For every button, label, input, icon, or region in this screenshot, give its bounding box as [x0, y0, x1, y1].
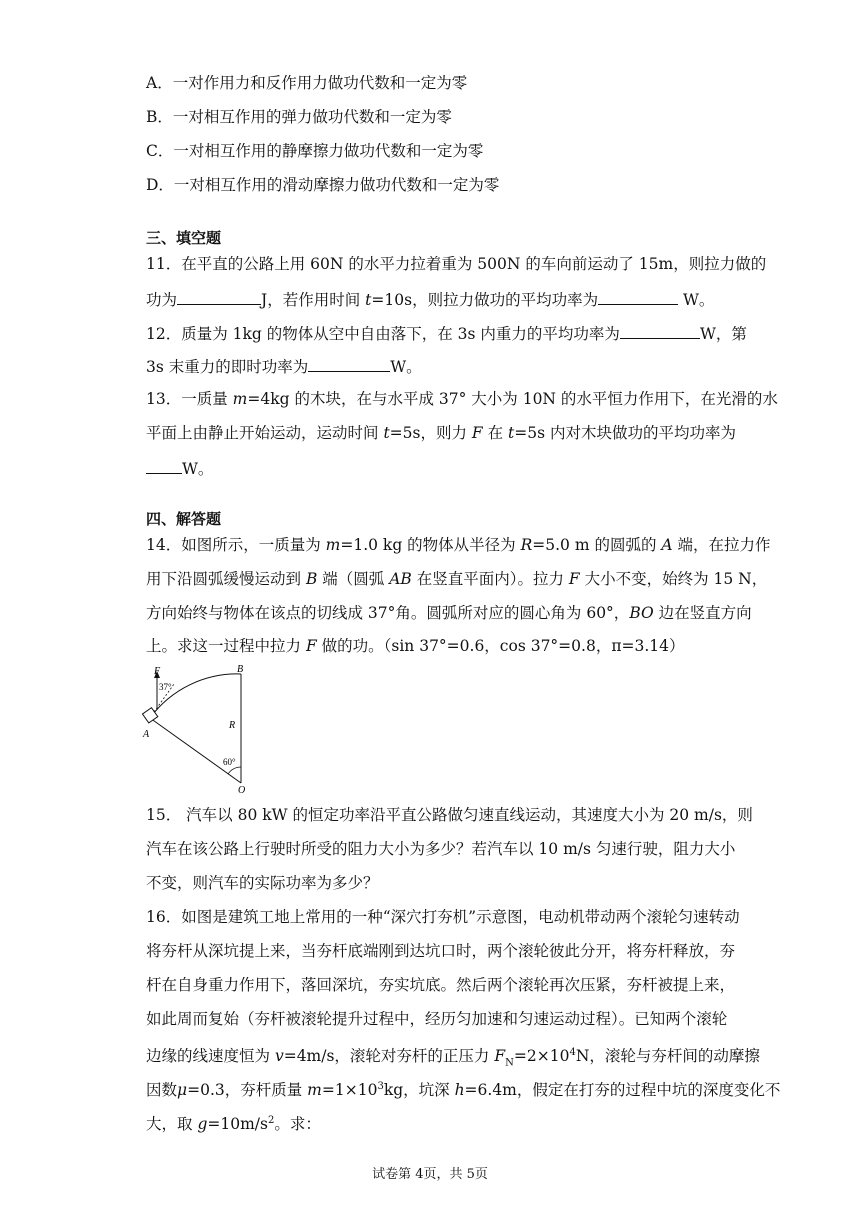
label-37: 37°: [159, 682, 172, 692]
page-footer: 试卷第 4页，共 5页: [372, 1167, 488, 1182]
q15-line-2: 汽车在该公路上行驶时所受的阻力大小为多少？若汽车以 10 m/s 匀速行驶，阻力大小: [146, 840, 736, 858]
q13-line-3: W。: [146, 457, 213, 479]
q13-blank[interactable]: [146, 457, 182, 474]
q11-line-1: 11．在平直的公路上用 60N 的水平力拉着重为 500N 的车向前运动了 15m，则拉力做的: [146, 255, 767, 273]
q16-line-1: 16．如图是建筑工地上常用的一种“深穴打夯机”示意图，电动机带动两个滚轮匀速转动: [146, 908, 740, 926]
q11-blank-1[interactable]: [177, 288, 261, 305]
q15-line-3: 不变，则汽车的实际功率为多少？: [146, 874, 379, 892]
label-r: R: [229, 720, 236, 731]
q14-line-4: 上。求这一过程中拉力 F 做的功。（sin 37°=0.6，cos 37°=0.8，π=3.14）: [146, 637, 685, 655]
q16-line-2: 将夯杆从深坑提上来，当夯杆底端刚到达坑口时，两个滚轮彼此分开，将夯杆释放，夯: [146, 942, 736, 960]
option-b: B．一对相互作用的弹力做功代数和一定为零: [146, 108, 452, 126]
radius-ao-line: [150, 718, 241, 783]
q13-line-1: 13．一质量 m=4kg 的木块，在与水平成 37° 大小为 10N 的水平恒力作用下，在光滑的水: [146, 390, 778, 408]
q14-figure: [140, 662, 260, 794]
q13-line-2: 平面上由静止开始运动，运动时间 t=5s，则力 F 在 t=5s 内对木块做功的平均功率为: [146, 424, 736, 442]
q12-blank-2[interactable]: [308, 355, 390, 372]
q12-blank-1[interactable]: [620, 322, 700, 339]
label-o: O: [238, 785, 246, 794]
label-b: B: [237, 664, 244, 675]
angle-60-arc: [228, 767, 241, 774]
q14-line-3: 方向始终与物体在该点的切线成 37°角。圆弧所对应的圆心角为 60°，BO 边在竖直方向: [146, 604, 752, 622]
option-a: A．一对作用力和反作用力做功代数和一定为零: [146, 74, 468, 92]
label-a: A: [143, 729, 150, 740]
q16-line-4: 如此周而复始（夯杆被滚轮提升过程中，经历匀加速和匀速运动过程）。已知两个滚轮: [146, 1010, 728, 1028]
q16-line-6: 因数μ=0.3，夯杆质量 $m=1\times 10^3kg$，坑深 h=6.4m，假定在打夯的过程中坑的深度变化不: [146, 1081, 781, 1100]
option-c: C．一对相互作用的静摩擦力做功代数和一定为零: [146, 142, 484, 160]
q16-line-5: 边缘的线速度恒为 v=4m/s，滚轮对夯杆的正压力 $F_N=2\times 10^4N$，滚轮与夯杆间的动摩擦: [146, 1047, 760, 1069]
q16-line-3: 杆在自身重力作用下，落回深坑，夯实坑底。然后两个滚轮再次压紧，夯杆被提上来，: [146, 976, 736, 994]
section-heading-answer: 四、解答题: [146, 510, 222, 528]
q12-line-2: 3s 末重力的即时功率为 W。: [146, 355, 422, 377]
option-d: D．一对相互作用的滑动摩擦力做功代数和一定为零: [146, 176, 500, 194]
q11-blank-2[interactable]: [598, 288, 678, 305]
label-f: F: [154, 666, 161, 677]
section-heading-fill-blank: 三、填空题: [146, 229, 222, 247]
q15-line-1: 15． 汽车以 80 kW 的恒定功率沿平直公路做匀速直线运动，其速度大小为 20 m/s，则: [146, 806, 753, 824]
q12-line-1: 12．质量为 1kg 的物体从空中自由落下，在 3s 内重力的平均功率为 W，第: [146, 322, 747, 344]
q11-line-2: 功为 J，若作用时间 t=10s，则拉力做功的平均功率为 W。: [146, 288, 714, 310]
arc-ab: [150, 674, 241, 718]
block-object: [142, 708, 157, 723]
q14-line-2: 用下沿圆弧缓慢运动到 B 端（圆弧 AB 在竖直平面内）。拉力 F 大小不变，始终为 15 N，: [146, 570, 768, 588]
label-60: 60°: [223, 757, 236, 767]
q16-line-7: 大，取 $g=10m/s^2$。求：: [146, 1115, 321, 1134]
q14-line-1: 14．如图所示，一质量为 m=1.0 kg 的物体从半径为 R=5.0 m 的圆弧的 A 端，在拉力作: [146, 536, 771, 554]
